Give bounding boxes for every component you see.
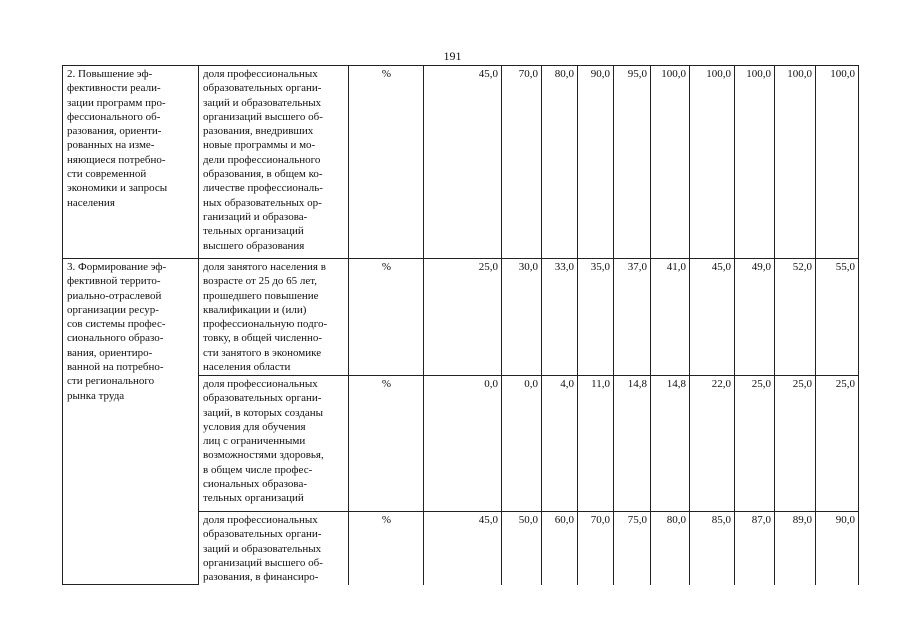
value-cell: 95,0 — [614, 66, 651, 259]
indicator-cell: доля профессиональных образовательных органи- заций, в которых созданы условия для обучения лиц с ограниченными возможностями здоровья, в общем числе профес- сиональных образова- тельных организаций — [199, 376, 349, 512]
value-cell: 25,0 — [775, 376, 816, 512]
value-cell: 25,0 — [816, 376, 859, 512]
value-cell: 89,0 — [775, 512, 816, 585]
indicator-cell: доля профессиональных образовательных органи- заций и образовательных организаций высшего об- разования, в финансиро- — [199, 512, 349, 585]
value-cell: 14,8 — [651, 376, 690, 512]
value-cell: 50,0 — [502, 512, 542, 585]
value-cell: 100,0 — [651, 66, 690, 259]
task-cell: 3. Формирование эф- фективной террито- риально-отраслевой организации ресур- сов системы профес- сионального образо- вания, ориентиро- ванной на потребно- сти регионального рынка труда — [63, 259, 199, 585]
value-cell: 100,0 — [735, 66, 775, 259]
page-number: 191 — [443, 49, 462, 63]
value-cell: 75,0 — [614, 512, 651, 585]
value-cell: 80,0 — [542, 66, 578, 259]
indicators-table — [62, 65, 859, 585]
unit-cell: % — [349, 259, 424, 376]
value-cell: 25,0 — [424, 259, 502, 376]
task-cell: 2. Повышение эф- фективности реали- зации программ про- фессионального об- разования, ориенти- рованных на изме- няющиеся потребно- сти современной экономики и запросы населения — [63, 66, 199, 259]
value-cell: 25,0 — [735, 376, 775, 512]
value-cell: 41,0 — [651, 259, 690, 376]
value-cell: 45,0 — [424, 66, 502, 259]
value-cell: 22,0 — [690, 376, 735, 512]
indicator-cell: доля занятого населения в возрасте от 25 до 65 лет, прошедшего повышение квалификации и (или) профессиональную подго- товку, в общей численно- сти занятого в экономике населения области — [199, 259, 349, 376]
table-row — [63, 66, 859, 259]
indicator-cell: доля профессиональных образовательных органи- заций и образовательных организаций высшего об- разования, внедривших новые программы и мо- дели профессионального образования, в общем ко- личестве профессиональ- ных образовательных ор- ганизаций и образова- тельных организаций высшего образования — [199, 66, 349, 259]
unit-cell: % — [349, 66, 424, 259]
unit-cell: % — [349, 512, 424, 585]
value-cell: 37,0 — [614, 259, 651, 376]
value-cell: 60,0 — [542, 512, 578, 585]
value-cell: 14,8 — [614, 376, 651, 512]
value-cell: 87,0 — [735, 512, 775, 585]
value-cell: 100,0 — [816, 66, 859, 259]
value-cell: 85,0 — [690, 512, 735, 585]
value-cell: 11,0 — [578, 376, 614, 512]
value-cell: 55,0 — [816, 259, 859, 376]
value-cell: 100,0 — [690, 66, 735, 259]
value-cell: 90,0 — [816, 512, 859, 585]
value-cell: 45,0 — [424, 512, 502, 585]
value-cell: 52,0 — [775, 259, 816, 376]
value-cell: 100,0 — [775, 66, 816, 259]
value-cell: 4,0 — [542, 376, 578, 512]
value-cell: 70,0 — [578, 512, 614, 585]
value-cell: 0,0 — [424, 376, 502, 512]
value-cell: 80,0 — [651, 512, 690, 585]
value-cell: 33,0 — [542, 259, 578, 376]
value-cell: 49,0 — [735, 259, 775, 376]
value-cell: 35,0 — [578, 259, 614, 376]
table-row — [63, 259, 859, 376]
value-cell: 70,0 — [502, 66, 542, 259]
value-cell: 0,0 — [502, 376, 542, 512]
value-cell: 30,0 — [502, 259, 542, 376]
unit-cell: % — [349, 376, 424, 512]
value-cell: 90,0 — [578, 66, 614, 259]
value-cell: 45,0 — [690, 259, 735, 376]
